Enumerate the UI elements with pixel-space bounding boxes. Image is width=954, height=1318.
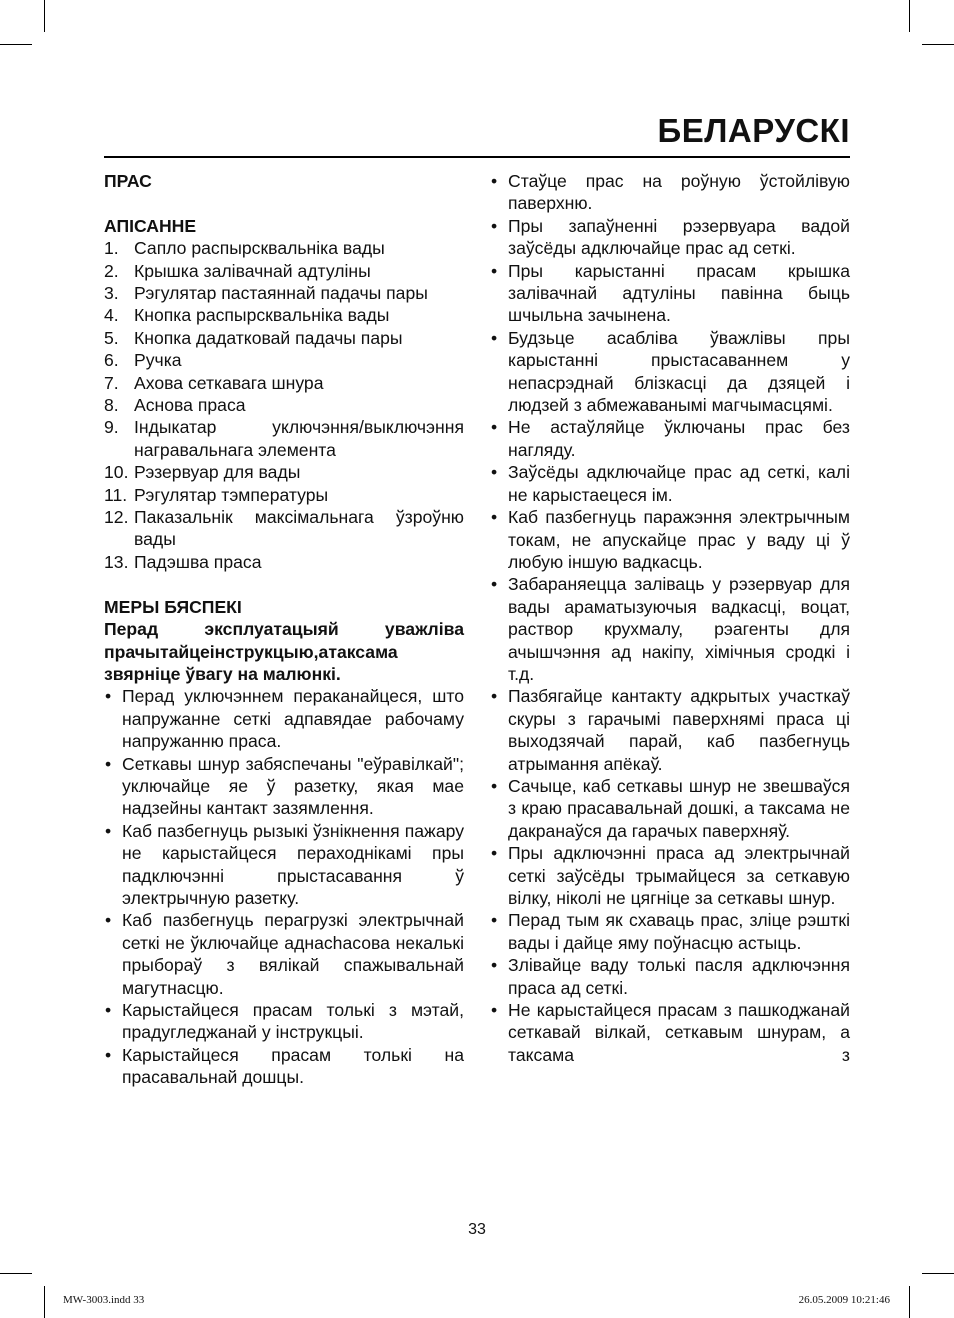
item-number: 12. bbox=[104, 507, 129, 528]
parts-list-item bbox=[104, 237, 464, 259]
bullet-glyph: • bbox=[105, 820, 112, 841]
bullet-text: Будзьце асабліва ўважлівы пры карыстанні прыстасаваннем у непасрэднай блізкасці да дзяцей і людзей з абмежаванымі магчымасцямі. bbox=[508, 327, 850, 416]
item-text: Падэшва праса bbox=[134, 551, 262, 572]
bullet-item bbox=[490, 954, 850, 999]
bullet-glyph: • bbox=[491, 686, 498, 707]
bullet-text: Не астаўляйце ўключаны прас без нагляду. bbox=[508, 417, 850, 460]
bullet-glyph: • bbox=[105, 753, 112, 774]
item-number: 11. bbox=[104, 484, 128, 505]
item-text: Ахова сеткавага шнура bbox=[134, 372, 324, 393]
bullet-text: Пры адключэнні праса ад электрычнай сеткі заўсёды трымайцеся за сеткавую вілку, ніколі не цягніце за сеткавы шнур. bbox=[508, 843, 850, 908]
bullet-text: Сачыце, каб сеткавы шнур не звешваўся з краю прасавальнай дошкі, а таксама не дакранаўся да гарачых паверхняў. bbox=[508, 775, 850, 841]
bullet-glyph: • bbox=[491, 507, 498, 528]
bullet-item bbox=[490, 775, 850, 842]
bullet-item bbox=[104, 820, 464, 910]
bullet-glyph: • bbox=[105, 910, 112, 931]
item-number: 7. bbox=[104, 372, 119, 393]
slug-date: 26.05.2009 10:21:46 bbox=[798, 1294, 890, 1306]
item-text: Паказальнік максімальнага ўзроўню вады bbox=[134, 507, 464, 550]
item-text: Рэгулятар тэмпературы bbox=[134, 484, 329, 505]
bullet-item bbox=[490, 842, 850, 909]
left-column bbox=[104, 170, 464, 1089]
bullet-item bbox=[104, 1044, 464, 1089]
item-text: Сапло распырсквальніка вады bbox=[134, 238, 385, 259]
bullet-glyph: • bbox=[105, 686, 112, 707]
bullet-text: Стаўце прас на роўную ўстойлівую паверхню. bbox=[508, 171, 850, 214]
bullet-glyph: • bbox=[491, 1000, 498, 1021]
bullet-item bbox=[104, 753, 464, 820]
item-number: 8. bbox=[104, 395, 119, 416]
page-number: 33 bbox=[468, 1221, 486, 1238]
parts-list-item bbox=[104, 506, 464, 551]
item-text: Аснова праса bbox=[134, 395, 246, 416]
parts-list-item bbox=[104, 394, 464, 416]
parts-list-item bbox=[104, 416, 464, 461]
slug-file: MW-3003.indd 33 bbox=[63, 1294, 145, 1306]
bullet-glyph: • bbox=[491, 843, 498, 864]
item-number: 9. bbox=[104, 417, 119, 438]
item-text: Рэзервуар для вады bbox=[134, 462, 301, 483]
parts-list-item bbox=[104, 372, 464, 394]
bullet-item bbox=[490, 416, 850, 461]
item-number: 3. bbox=[104, 283, 119, 304]
crop-mark bbox=[0, 1273, 32, 1274]
parts-list-item bbox=[104, 461, 464, 483]
spacer bbox=[104, 192, 464, 214]
bullet-item bbox=[490, 461, 850, 506]
bullet-item bbox=[490, 170, 850, 215]
safety-list-right bbox=[490, 170, 850, 1066]
item-text: Ручка bbox=[134, 350, 182, 371]
crop-mark bbox=[44, 1286, 45, 1318]
bullet-glyph: • bbox=[491, 260, 498, 281]
parts-list-item bbox=[104, 327, 464, 349]
parts-list-item bbox=[104, 304, 464, 326]
bullet-item bbox=[490, 506, 850, 573]
bullet-text: Пры карыстанні прасам крышка залівачнай адтуліны павінна быць шчыльна зачынена. bbox=[508, 260, 850, 326]
bullet-text: Карыстайцеся прасам толькі з мэтай, прадугледжанай у інструкцыі. bbox=[122, 1000, 464, 1043]
crop-mark bbox=[0, 44, 32, 45]
bullet-item bbox=[490, 327, 850, 417]
bullet-text: Не карыстайцеся прасам з пашкоджанай сеткавай вілкай, сеткавым шнурам, а таксама з bbox=[508, 1000, 850, 1065]
bullet-item bbox=[490, 909, 850, 954]
bullet-text: Пазбягайце кантакту адкрытых участкаў скуры з гарачымі паверхнямі праса ці выходзячай парай, каб пазбегнуць атрымання апёкаў. bbox=[508, 686, 850, 774]
bullet-text: Карыстайцеся прасам толькі на прасавальнай дошцы. bbox=[122, 1044, 464, 1088]
bullet-glyph: • bbox=[491, 327, 498, 348]
bullet-item bbox=[490, 573, 850, 685]
bullet-item bbox=[490, 260, 850, 327]
bullet-glyph: • bbox=[491, 574, 498, 595]
parts-list-item bbox=[104, 282, 464, 304]
crop-mark bbox=[922, 1273, 954, 1274]
item-number: 2. bbox=[104, 260, 119, 281]
bullet-glyph: • bbox=[491, 955, 498, 976]
bullet-glyph: • bbox=[105, 1000, 112, 1020]
bullet-glyph: • bbox=[491, 910, 498, 931]
bullet-text: Пры запаўненні рэзервуара вадой заўсёды адключайце прас ад сеткі. bbox=[508, 215, 850, 259]
item-number: 5. bbox=[104, 327, 119, 348]
bullet-item bbox=[490, 215, 850, 260]
item-number: 6. bbox=[104, 350, 119, 371]
safety-list-left bbox=[104, 685, 464, 1088]
item-text: Кнопка дадатковай падачы пары bbox=[134, 327, 403, 348]
bullet-text: Перад уключэннем пераканайцеся, што напружанне сеткі адпавядае рабочаму напружанню праса. bbox=[122, 686, 464, 752]
crop-mark bbox=[909, 1286, 910, 1318]
bullet-glyph: • bbox=[105, 1044, 112, 1065]
item-text: Рэгулятар пастаяннай падачы пары bbox=[134, 283, 428, 304]
safety-heading: МЕРЫ БЯСПЕКІ bbox=[104, 596, 242, 617]
bullet-glyph: • bbox=[491, 215, 498, 236]
item-text: Індыкатар уключэння/выключэння награвальнага элемента bbox=[134, 417, 464, 460]
parts-list bbox=[104, 237, 464, 573]
parts-list-item bbox=[104, 349, 464, 371]
bullet-item bbox=[104, 909, 464, 999]
parts-list-item bbox=[104, 484, 464, 506]
item-text: Крышка залівачнай адтуліны bbox=[134, 260, 371, 281]
bullet-item bbox=[490, 999, 850, 1066]
device-heading: ПРАС bbox=[104, 171, 152, 191]
right-column bbox=[490, 170, 850, 1066]
safety-intro: Перад эксплуатацыяй уважліва прачытайцеінструкцыю,атаксама звярніце ўвагу на малюнкі. bbox=[104, 619, 464, 684]
bullet-glyph: • bbox=[491, 775, 498, 796]
bullet-text: Каб пазбегнуць рызыкі ўзнікнення пажару не карыстайцеся пераходнікамі пры падключэнні прыстасавання ў электрычную разетку. bbox=[122, 820, 464, 908]
bullet-glyph: • bbox=[491, 417, 498, 438]
bullet-item bbox=[104, 685, 464, 752]
bullet-text: Каб пазбегнуць паражэння электрычным токам, не апускайце прас у ваду ці ў любую іншую вадкасць. bbox=[508, 507, 850, 572]
item-text: Кнопка распырсквальніка вады bbox=[134, 305, 390, 326]
crop-mark bbox=[909, 0, 910, 32]
crop-mark bbox=[922, 44, 954, 45]
spacer bbox=[104, 573, 464, 595]
item-number: 10. bbox=[104, 462, 129, 483]
page-title: БЕЛАРУСКІ bbox=[657, 112, 850, 149]
parts-list-item bbox=[104, 551, 464, 573]
bullet-glyph: • bbox=[491, 462, 498, 483]
bullet-glyph: • bbox=[491, 171, 498, 191]
bullet-item bbox=[104, 999, 464, 1044]
bullet-text: Сеткавы шнур забяспечаны "еўравілкай"; уключайце яе ў разетку, якая мае надзейны кантакт зазямлення. bbox=[122, 753, 464, 819]
bullet-text: Заўсёды адключайце прас ад сеткі, калі не карыстаецеся ім. bbox=[508, 462, 850, 505]
bullet-text: Забараняецца заліваць у рэзервуар для вады араматызуючыя вадкасці, воцат, раствор крухмалу, рэагенты для ачышчэння ад накіпу, хімічныя сродкі і т.д. bbox=[508, 574, 850, 684]
item-number: 1. bbox=[104, 238, 119, 259]
bullet-text: Перад тым як схаваць прас, зліце рэшткі вады і дайце яму поўнасцю астыць. bbox=[508, 910, 850, 953]
bullet-item bbox=[490, 685, 850, 775]
title-rule bbox=[104, 156, 850, 158]
parts-list-item bbox=[104, 260, 464, 282]
item-number: 4. bbox=[104, 305, 119, 326]
description-heading: АПІСАННЕ bbox=[104, 215, 197, 236]
bullet-text: Каб пазбегнуць перагрузкі электрычнай сеткі не ўключайце аднachасова некалькі прыбораў з вялікай спажывальнай магутнасцю. bbox=[122, 910, 464, 998]
crop-mark bbox=[44, 0, 45, 32]
bullet-text: Злівайце ваду толькі пасля адключэння праса ад сеткі. bbox=[508, 955, 850, 998]
item-number: 13. bbox=[104, 551, 129, 572]
